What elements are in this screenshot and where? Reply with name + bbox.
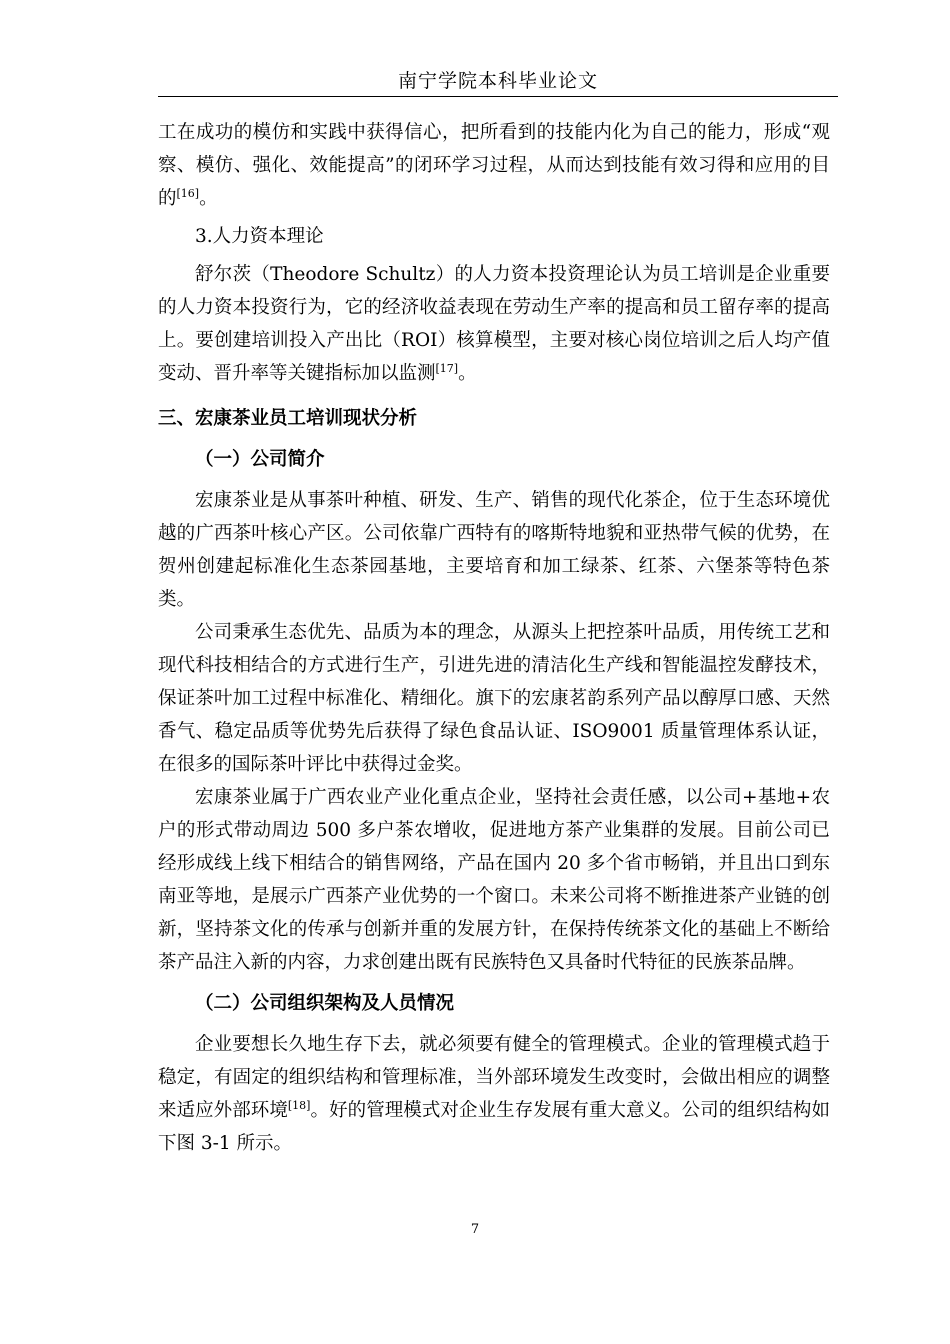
citation-16: [16] — [176, 187, 200, 200]
paragraph-3: 宏康茶业是从事茶叶种植、研发、生产、销售的现代化茶企，位于生态环境优越的广西茶叶核心产区。公司依靠广西特有的喀斯特地貌和亚热带气候的优势，在贺州创建起标准化生态茶园基地，主要培育和加工绿茶、红茶、六堡茶等特色茶类。 — [158, 490, 830, 610]
paragraph-4: 公司秉承生态优先、品质为本的理念，从源头上把控茶叶品质，用传统工艺和现代科技相结合的方式进行生产，引进先进的清洁化生产线和智能温控发酵技术，保证茶叶加工过程中标准化、精细化。旗下的宏康茗韵系列产品以醇厚口感、天然香气、稳定品质等优势先后获得了绿色食品认证、ISO9001 质量管理体系认证，在很多的国际茶叶评比中获得过金奖。 — [158, 622, 830, 775]
paragraph-5: 宏康茶业属于广西农业产业化重点企业，坚持社会责任感，以公司+基地+农户的形式带动周边 500 多户茶农增收，促进地方茶产业集群的发展。目前公司已经形成线上线下相结合的销售网络，产品在国内 20 多个省市畅销，并且出口到东南亚等地，是展示广西茶产业优势的一个窗口。未来公司将不断推进茶产业链的创新，坚持茶文化的传承与创新并重的发展方针，在保持传统茶文化的基础上不断给茶产品注入新的内容，力求创建出既有民族特色又具备时代特征的民族茶品牌。 — [158, 787, 830, 973]
header-rule — [158, 96, 838, 97]
paragraph-2-text: 舒尔茨（Theodore Schultz）的人力资本投资理论认为员工培训是企业重要的人力资本投资行为，它的经济收益表现在劳动生产率的提高和员工留存率的提高上。要创建培训投入产出比（ROI）核算模型，主要对核心岗位培训之后人均产值变动、晋升率等关键指标加以监测 — [158, 264, 830, 384]
paragraph-1 — [158, 116, 830, 215]
citation-17: [17] — [435, 362, 459, 375]
subsection-heading-1: （一）公司简介 — [195, 449, 325, 470]
paragraph-6-text: 企业要想长久地生存下去，就必须要有健全的管理模式。企业的管理模式趋于稳定，有固定的组织结构和管理标准，当外部环境发生改变时，会做出相应的调整来适应外部环境 — [158, 1034, 830, 1121]
subsection-heading-2: （二）公司组织架构及人员情况 — [195, 993, 455, 1014]
paragraph-2 — [158, 258, 830, 390]
page-header-title: 南宁学院本科毕业论文 — [397, 70, 598, 92]
paragraph-6 — [158, 1028, 830, 1160]
citation-18: [18] — [287, 1099, 311, 1112]
paragraph-2-tail: 。 — [458, 363, 477, 384]
paragraph-1-text: 工在成功的模仿和实践中获得信心，把所看到的技能内化为自己的能力，形成“观察、模仿、强化、效能提高”的闭环学习过程，从而达到技能有效习得和应用的目的 — [158, 122, 830, 209]
paragraph-1-tail: 。 — [199, 188, 218, 209]
chapter-heading: 三、宏康茶业员工培训现状分析 — [158, 408, 418, 429]
paragraph-6-tail: 。好的管理模式对企业生存发展有重大意义。公司的组织结构如下图 3-1 所示。 — [158, 1100, 830, 1154]
body-content — [158, 116, 830, 1160]
section-heading-3: 3.人力资本理论 — [195, 226, 324, 247]
page-number: 7 — [470, 1222, 480, 1237]
